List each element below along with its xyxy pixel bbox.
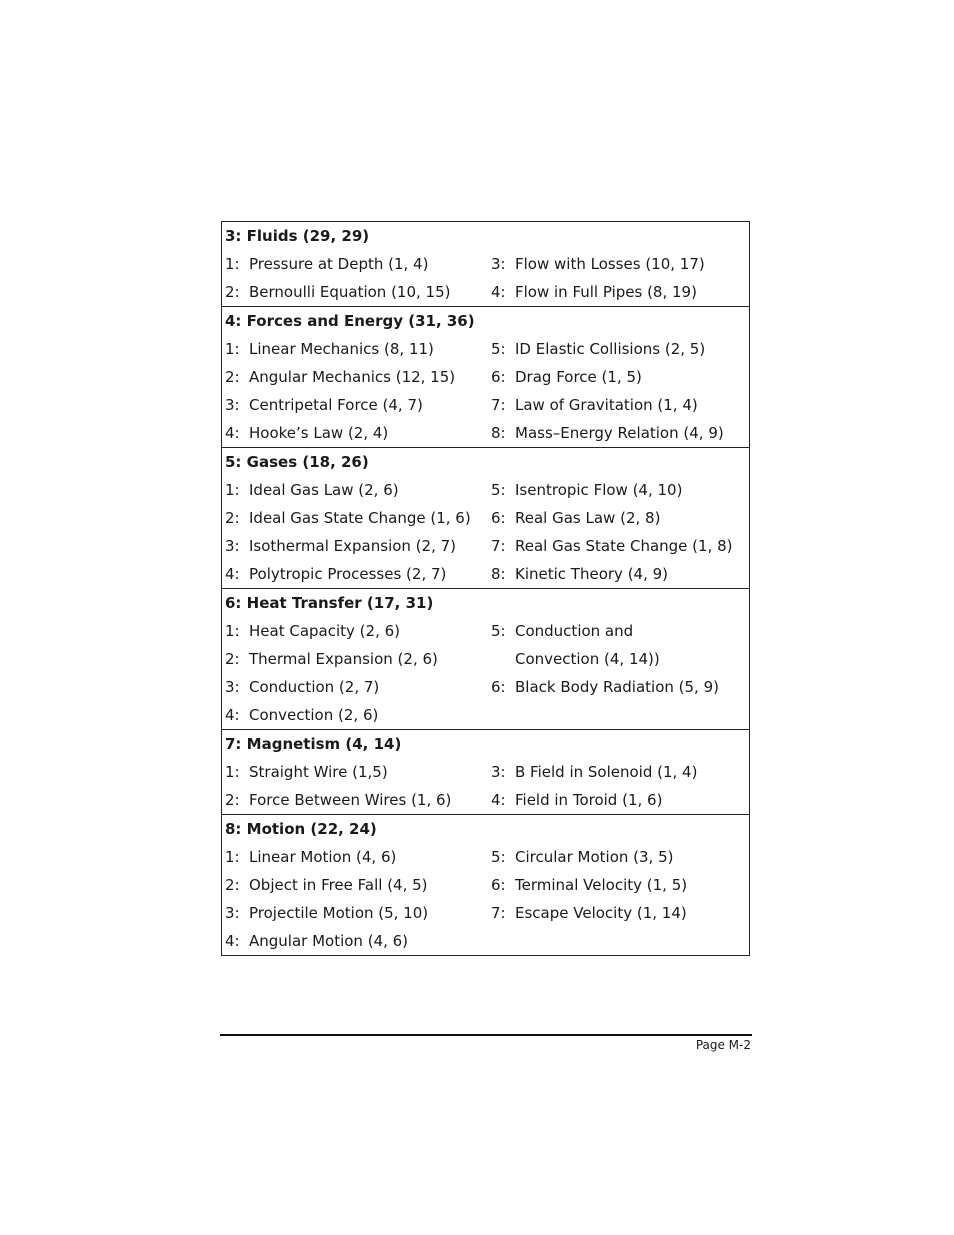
table-row bbox=[222, 645, 749, 673]
topic-number: 4: bbox=[225, 932, 240, 950]
table-row bbox=[222, 758, 749, 786]
topic-label: Ideal Gas Law (2, 6) bbox=[249, 481, 399, 499]
topic-item bbox=[225, 391, 423, 419]
topic-item bbox=[225, 278, 451, 306]
section-magnetism bbox=[222, 729, 749, 814]
topic-label: Law of Gravitation (1, 4) bbox=[515, 396, 698, 414]
topic-label: Kinetic Theory (4, 9) bbox=[515, 565, 669, 583]
topic-number: 2: bbox=[225, 368, 240, 386]
table-row bbox=[222, 391, 749, 419]
topic-number: 4: bbox=[491, 791, 506, 809]
topic-number: 1: bbox=[225, 848, 240, 866]
topic-label: Convection (4, 14)) bbox=[515, 650, 660, 668]
topic-label: Linear Motion (4, 6) bbox=[249, 848, 397, 866]
table-row bbox=[222, 871, 749, 899]
table-row bbox=[222, 927, 749, 955]
topic-label: Centripetal Force (4, 7) bbox=[249, 396, 423, 414]
topic-label: Isentropic Flow (4, 10) bbox=[515, 481, 683, 499]
topic-item bbox=[225, 560, 446, 588]
section-motion bbox=[222, 814, 749, 955]
topic-item bbox=[491, 532, 733, 560]
topic-number: 5: bbox=[491, 848, 506, 866]
table-row bbox=[222, 899, 749, 927]
section-title: 4: Forces and Energy (31, 36) bbox=[225, 312, 475, 330]
topic-item bbox=[225, 363, 455, 391]
topic-number: 1: bbox=[225, 622, 240, 640]
topic-number: 6: bbox=[491, 876, 506, 894]
topic-label: Projectile Motion (5, 10) bbox=[249, 904, 429, 922]
section-gases bbox=[222, 447, 749, 588]
topic-item bbox=[225, 617, 400, 645]
topic-number: 2: bbox=[225, 650, 240, 668]
section-heat-transfer bbox=[222, 588, 749, 729]
topic-label: Terminal Velocity (1, 5) bbox=[515, 876, 688, 894]
table-row bbox=[222, 786, 749, 814]
topic-label: Force Between Wires (1, 6) bbox=[249, 791, 452, 809]
section-title: 6: Heat Transfer (17, 31) bbox=[225, 594, 434, 612]
section-title: 7: Magnetism (4, 14) bbox=[225, 735, 402, 753]
topic-item bbox=[491, 871, 687, 899]
topic-item bbox=[225, 645, 438, 673]
topic-number: 2: bbox=[225, 876, 240, 894]
table-row bbox=[222, 617, 749, 645]
table-row bbox=[222, 673, 749, 701]
topic-item bbox=[491, 476, 682, 504]
topic-item bbox=[491, 504, 660, 532]
section-title: 3: Fluids (29, 29) bbox=[225, 227, 370, 245]
topic-item bbox=[491, 786, 662, 814]
topic-label: Escape Velocity (1, 14) bbox=[515, 904, 687, 922]
topic-label: Flow with Losses (10, 17) bbox=[515, 255, 705, 273]
topic-number: 7: bbox=[491, 396, 506, 414]
footer-rule bbox=[220, 1034, 752, 1036]
topics-table bbox=[221, 221, 750, 956]
topic-item bbox=[491, 250, 705, 278]
topic-number: 5: bbox=[491, 481, 506, 499]
topic-item bbox=[491, 560, 668, 588]
page-number: Page M-2 bbox=[695, 1038, 751, 1052]
topic-label: Hooke’s Law (2, 4) bbox=[249, 424, 389, 442]
table-row bbox=[222, 560, 749, 588]
topic-number: 3: bbox=[225, 904, 240, 922]
topic-label: Black Body Radiation (5, 9) bbox=[515, 678, 719, 696]
topic-item bbox=[225, 701, 378, 729]
topic-label: Bernoulli Equation (10, 15) bbox=[249, 283, 451, 301]
section-title: 8: Motion (22, 24) bbox=[225, 820, 377, 838]
topic-item bbox=[491, 335, 705, 363]
topic-item bbox=[225, 758, 388, 786]
table-row bbox=[222, 843, 749, 871]
table-row bbox=[222, 335, 749, 363]
topic-item bbox=[225, 927, 408, 955]
topic-item bbox=[225, 786, 451, 814]
topic-item bbox=[225, 250, 428, 278]
topic-label: Ideal Gas State Change (1, 6) bbox=[249, 509, 471, 527]
topic-label: B Field in Solenoid (1, 4) bbox=[515, 763, 698, 781]
topic-number: 2: bbox=[225, 509, 240, 527]
topic-number: 5: bbox=[491, 622, 506, 640]
topic-item-continuation bbox=[515, 645, 660, 673]
topic-number: 7: bbox=[491, 537, 506, 555]
section-fluids bbox=[222, 222, 749, 306]
topic-label: Convection (2, 6) bbox=[249, 706, 379, 724]
topic-item bbox=[225, 843, 396, 871]
topic-label: Isothermal Expansion (2, 7) bbox=[249, 537, 457, 555]
topic-label: Field in Toroid (1, 6) bbox=[515, 791, 663, 809]
topic-item bbox=[225, 899, 428, 927]
topic-item bbox=[491, 419, 724, 447]
table-row bbox=[222, 504, 749, 532]
table-row bbox=[222, 363, 749, 391]
topic-number: 5: bbox=[491, 340, 506, 358]
topic-number: 3: bbox=[225, 537, 240, 555]
table-row bbox=[222, 278, 749, 306]
topic-label: Mass–Energy Relation (4, 9) bbox=[515, 424, 724, 442]
topic-number: 4: bbox=[225, 565, 240, 583]
topic-label: Conduction and bbox=[515, 622, 634, 640]
topic-number: 1: bbox=[225, 763, 240, 781]
topic-item bbox=[225, 476, 399, 504]
topic-number: 6: bbox=[491, 509, 506, 527]
table-row bbox=[222, 476, 749, 504]
topic-number: 1: bbox=[225, 255, 240, 273]
topic-number: 3: bbox=[225, 396, 240, 414]
topic-label: Real Gas State Change (1, 8) bbox=[515, 537, 733, 555]
topic-item bbox=[225, 673, 379, 701]
topic-number: 4: bbox=[225, 424, 240, 442]
topic-label: Object in Free Fall (4, 5) bbox=[249, 876, 428, 894]
topic-label: Conduction (2, 7) bbox=[249, 678, 380, 696]
topic-label: Heat Capacity (2, 6) bbox=[249, 622, 400, 640]
topic-item bbox=[491, 617, 633, 645]
topic-item bbox=[491, 363, 642, 391]
topic-item bbox=[491, 391, 698, 419]
section-title: 5: Gases (18, 26) bbox=[225, 453, 369, 471]
topic-item bbox=[225, 532, 456, 560]
topic-number: 8: bbox=[491, 565, 506, 583]
topic-number: 6: bbox=[491, 368, 506, 386]
topic-number: 7: bbox=[491, 904, 506, 922]
topic-item bbox=[491, 673, 719, 701]
topic-number: 1: bbox=[225, 340, 240, 358]
topic-label: ID Elastic Collisions (2, 5) bbox=[515, 340, 706, 358]
topic-item bbox=[491, 758, 697, 786]
topic-number: 6: bbox=[491, 678, 506, 696]
topic-label: Drag Force (1, 5) bbox=[515, 368, 642, 386]
topic-item bbox=[225, 504, 471, 532]
table-row bbox=[222, 250, 749, 278]
topic-label: Straight Wire (1,5) bbox=[249, 763, 388, 781]
topic-number: 8: bbox=[491, 424, 506, 442]
topic-number: 4: bbox=[225, 706, 240, 724]
topic-item bbox=[491, 278, 697, 306]
topic-label: Real Gas Law (2, 8) bbox=[515, 509, 661, 527]
section-forces-and-energy bbox=[222, 306, 749, 447]
topic-label: Pressure at Depth (1, 4) bbox=[249, 255, 429, 273]
topic-item bbox=[491, 843, 673, 871]
topic-number: 3: bbox=[491, 763, 506, 781]
topic-number: 3: bbox=[491, 255, 506, 273]
topic-label: Angular Mechanics (12, 15) bbox=[249, 368, 456, 386]
table-row bbox=[222, 701, 749, 729]
topic-label: Thermal Expansion (2, 6) bbox=[249, 650, 438, 668]
table-row bbox=[222, 419, 749, 447]
topic-label: Circular Motion (3, 5) bbox=[515, 848, 674, 866]
topic-item bbox=[225, 419, 388, 447]
topic-label: Angular Motion (4, 6) bbox=[249, 932, 409, 950]
topic-number: 2: bbox=[225, 791, 240, 809]
topic-number: 2: bbox=[225, 283, 240, 301]
topic-label: Polytropic Processes (2, 7) bbox=[249, 565, 447, 583]
topic-number: 3: bbox=[225, 678, 240, 696]
topic-item bbox=[225, 335, 434, 363]
topic-item bbox=[225, 871, 428, 899]
topic-number: 4: bbox=[491, 283, 506, 301]
topic-label: Linear Mechanics (8, 11) bbox=[249, 340, 434, 358]
topic-item bbox=[491, 899, 687, 927]
table-row bbox=[222, 532, 749, 560]
topic-label: Flow in Full Pipes (8, 19) bbox=[515, 283, 697, 301]
topic-number: 1: bbox=[225, 481, 240, 499]
